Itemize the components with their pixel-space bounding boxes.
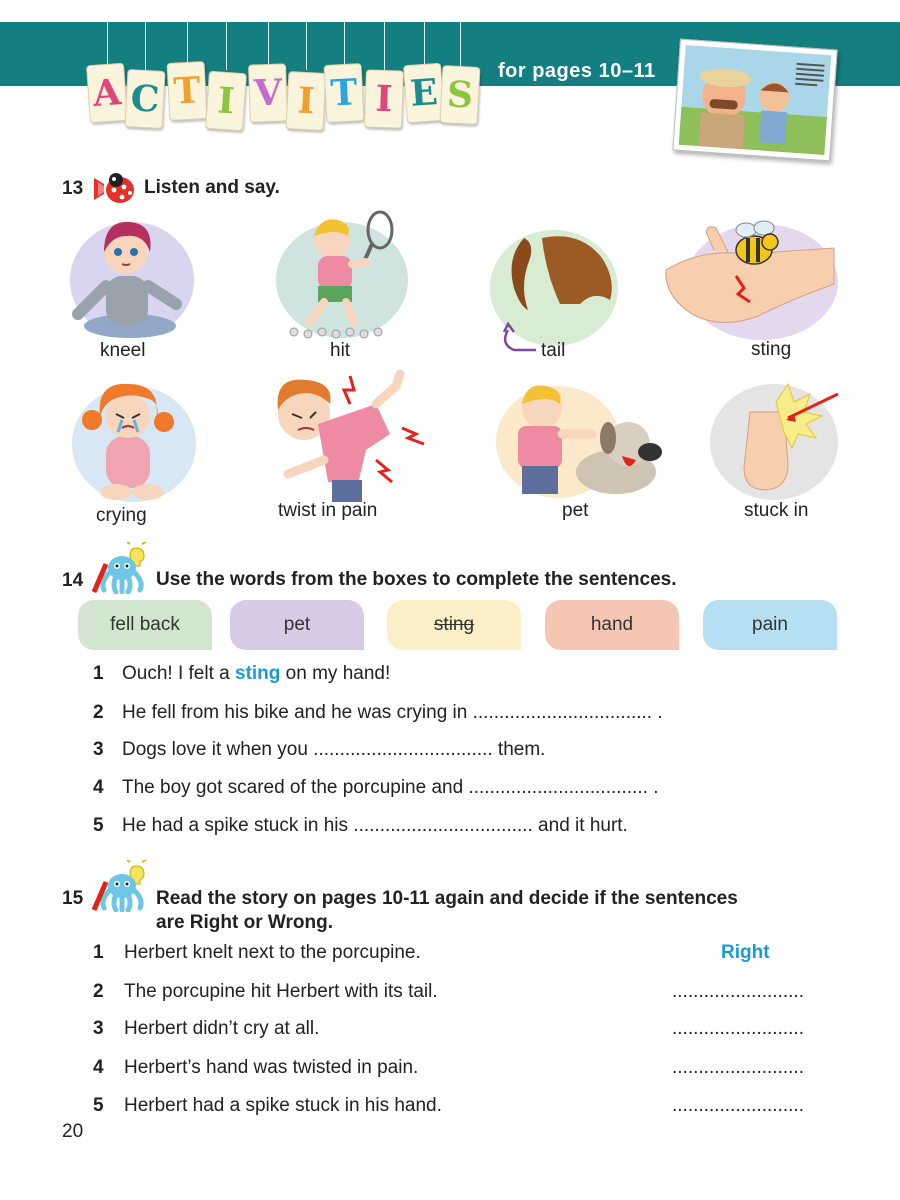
sentence-number: 3 [93, 739, 104, 760]
sentence-number: 1 [93, 942, 104, 963]
answer-example: sting [235, 663, 281, 684]
answer-blank[interactable]: ......................... [672, 981, 804, 1002]
story-thumbnail [672, 39, 837, 162]
sentence-number: 3 [93, 1018, 104, 1039]
sentence-text: The porcupine hit Herbert with its tail. [124, 981, 438, 1002]
title-letter: V [248, 63, 288, 122]
sentence-text: He had a spike stuck in his .................................. and it hurt. [122, 815, 628, 836]
picture-crying [62, 372, 200, 511]
sentence-text: He fell from his bike and he was crying in .................................. . [122, 702, 663, 723]
label-twist-in-pain: twist in pain [278, 500, 378, 521]
exercise-15-instruction-line2: are Right or Wrong. [156, 912, 333, 933]
label-crying: crying [96, 505, 147, 526]
word-box-fell-back: fell back [78, 600, 212, 650]
sentence-text: Herbert knelt next to the porcupine. [124, 942, 421, 963]
picture-kneel [60, 208, 200, 347]
pages-reference: for pages 10–11 [498, 60, 656, 82]
page-number: 20 [62, 1121, 84, 1142]
word-box-sting: sting [387, 600, 521, 650]
answer-example: Right [721, 942, 770, 963]
octopus-pencil-icon [90, 860, 152, 917]
title-letter: T [324, 63, 365, 123]
sentence-text: Herbert didn’t cry at all. [124, 1018, 320, 1039]
exercise-15-instruction-line1: Read the story on pages 10-11 again and decide if the sentences [156, 888, 738, 909]
octopus-pencil-icon [90, 542, 152, 599]
bee-sting-hand-illustration [662, 204, 840, 344]
picture-sting [662, 204, 840, 349]
sentence-number: 4 [93, 777, 104, 798]
boy-twisting-pain-illustration [258, 364, 434, 504]
exercise-14-instruction: Use the words from the boxes to complete the sentences. [156, 569, 677, 590]
label-tail: tail [541, 340, 566, 361]
label-stuck-in: stuck in [744, 500, 809, 521]
label-kneel: kneel [100, 340, 146, 361]
sentence-number: 1 [93, 663, 104, 684]
sentence-number: 2 [93, 981, 104, 1002]
title-letter: C [125, 69, 166, 129]
label-pet: pet [562, 500, 589, 521]
answer-blank[interactable]: .................................. [313, 739, 493, 760]
exercise-15-number: 15 [62, 888, 84, 909]
word-box-pain: pain [703, 600, 837, 650]
title-letter: A [86, 63, 128, 124]
label-sting: sting [751, 339, 792, 360]
picture-twist-in-pain [258, 364, 434, 509]
boy-petting-dog-illustration [488, 372, 664, 506]
spike-stuck-finger-illustration [704, 372, 846, 502]
sentence-text: Herbert had a spike stuck in his hand. [124, 1095, 442, 1116]
sentence-number: 5 [93, 1095, 104, 1116]
sentence-text: Dogs love it when you .................................. them. [122, 739, 546, 760]
sentence-number: 5 [93, 815, 104, 836]
title-letter: I [364, 69, 404, 128]
answer-blank[interactable]: .................................. [468, 777, 648, 798]
title-letter: E [403, 63, 445, 124]
answer-blank[interactable]: ......................... [672, 1018, 804, 1039]
title-letter: T [167, 61, 208, 121]
kneeling-girl-illustration [60, 208, 200, 342]
picture-stuck-in [704, 372, 846, 507]
exercise-13-number: 13 [62, 178, 84, 199]
sentence-number: 2 [93, 702, 104, 723]
answer-blank[interactable]: .................................. [353, 815, 533, 836]
title-letter: I [286, 71, 327, 131]
ladybug-audio-icon [92, 172, 136, 211]
boy-tennis-hit-illustration [272, 204, 412, 342]
exercise-14-number: 14 [62, 570, 84, 591]
word-box-hand: hand [545, 600, 679, 650]
answer-blank[interactable]: ......................... [672, 1057, 804, 1078]
sentence-text: Herbert’s hand was twisted in pain. [124, 1057, 419, 1078]
sentence-text: The boy got scared of the porcupine and .................................. . [122, 777, 659, 798]
title-letter: S [440, 65, 481, 125]
word-box-pet: pet [230, 600, 364, 650]
answer-blank[interactable]: .................................. [472, 702, 653, 723]
crying-girl-illustration [62, 372, 200, 506]
answer-blank[interactable]: ......................... [672, 1095, 804, 1116]
sentence-text: Ouch! I felt a sting on my hand! [122, 663, 391, 684]
exercise-13-instruction: Listen and say. [144, 177, 280, 198]
sentence-number: 4 [93, 1057, 104, 1078]
label-hit: hit [330, 340, 351, 361]
picture-hit [272, 204, 412, 347]
title-letter: I [205, 71, 247, 132]
picture-pet [488, 372, 664, 511]
